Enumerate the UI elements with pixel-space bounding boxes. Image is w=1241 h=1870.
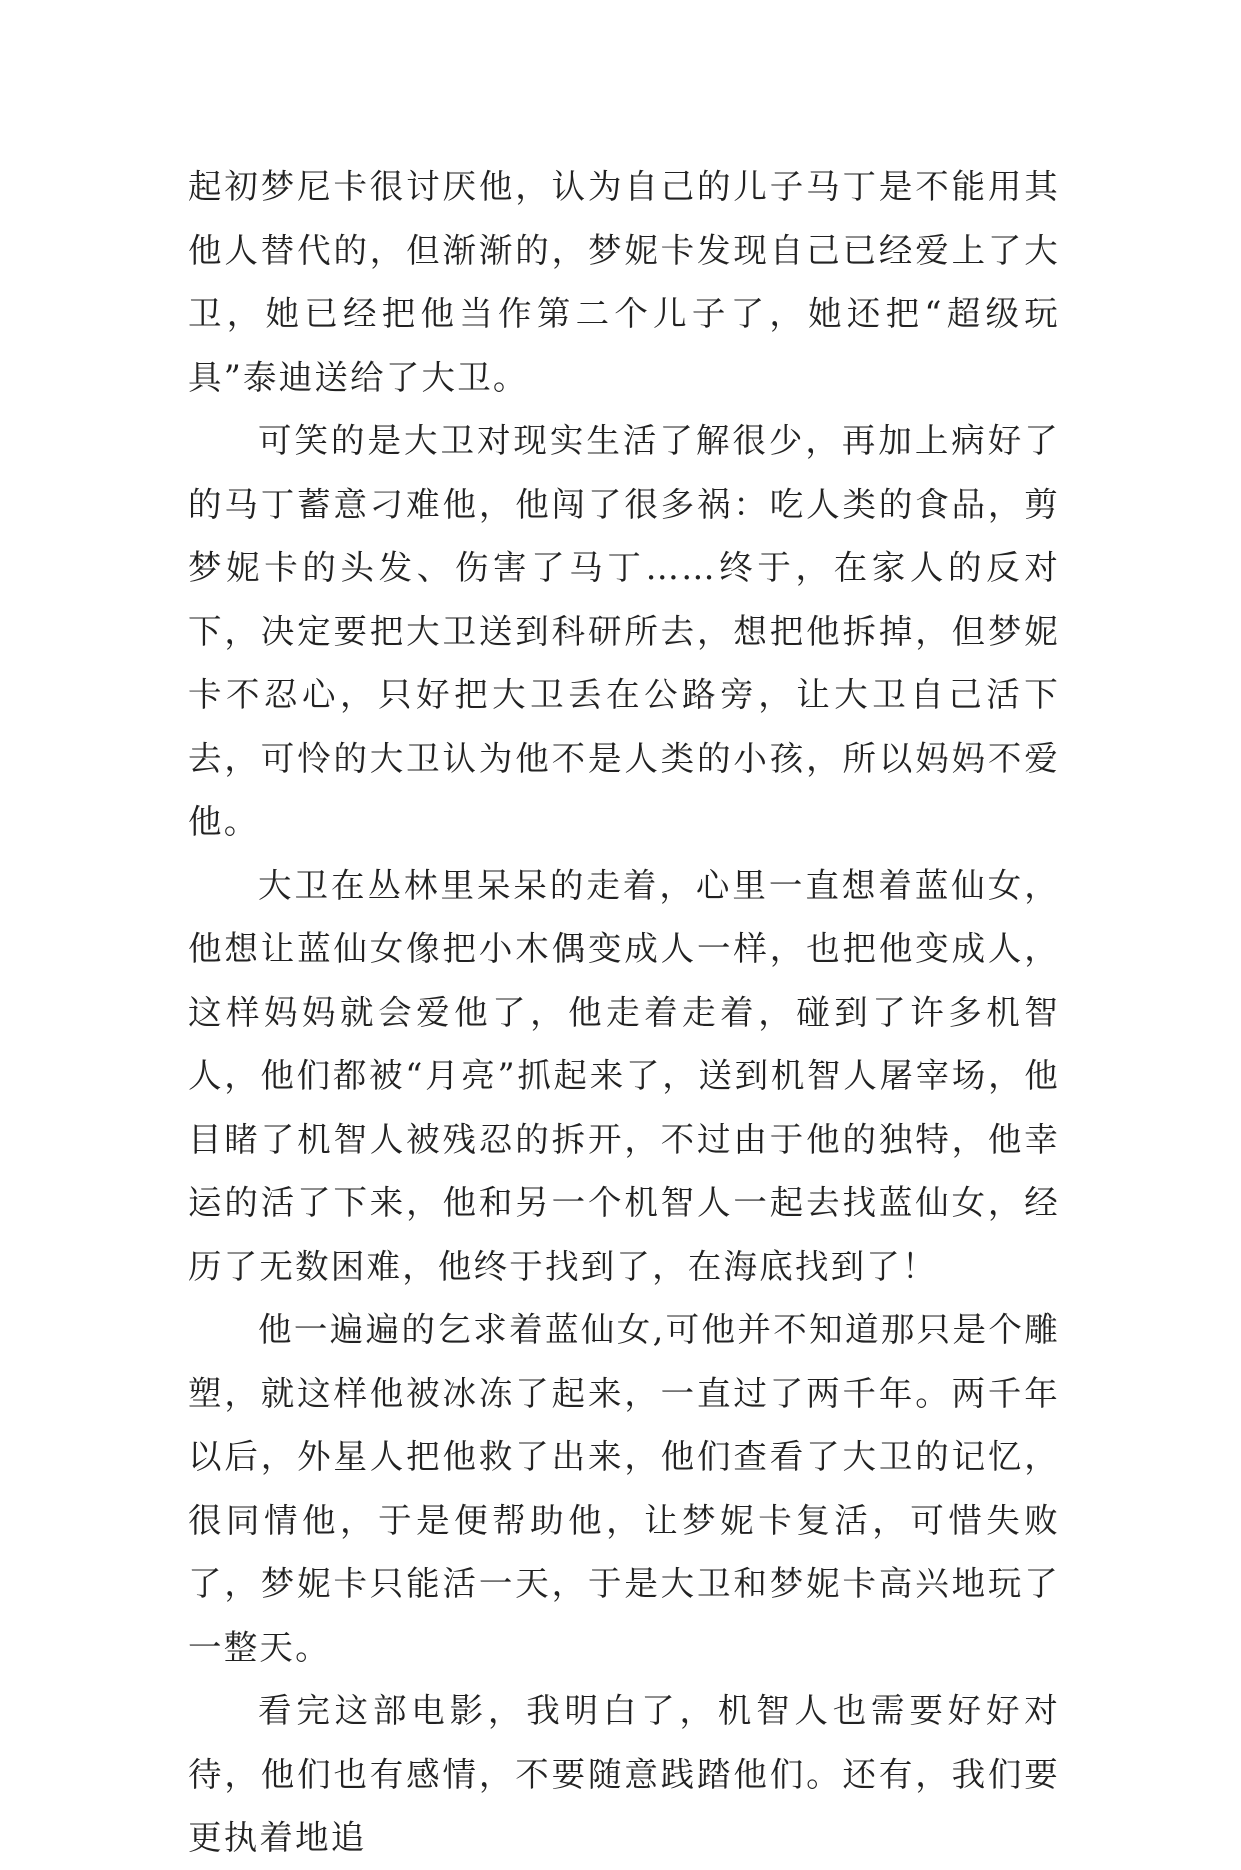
document-body xyxy=(188,155,1060,1870)
paragraph-1: 起初梦尼卡很讨厌他，认为自己的儿子马丁是不能用其他人替代的，但渐渐的，梦妮卡发现自己已经爱上了大卫，她已经把他当作第二个儿子了，她还把“超级玩具”泰迪送给了大卫。 xyxy=(188,167,1060,397)
paragraph-4: 他一遍遍的乞求着蓝仙女,可他并不知道那只是个雕塑，就这样他被冰冻了起来，一直过了两千年。两千年以后，外星人把他救了出来，他们查看了大卫的记忆，很同情他，于是便帮助他，让梦妮卡复活，可惜失败了，梦妮卡只能活一天，于是大卫和梦妮卡高兴地玩了一整天。 xyxy=(188,1310,1060,1667)
paragraph-3: 大卫在丛林里呆呆的走着，心里一直想着蓝仙女，他想让蓝仙女像把小木偶变成人一样，也把他变成人，这样妈妈就会爱他了，他走着走着，碰到了许多机智人，他们都被“月亮”抓起来了，送到机智人屠宰场，他目睹了机智人被残忍的拆开，不过由于他的独特，他幸运的活了下来，他和另一个机智人一起去找蓝仙女，经历了无数困难，他终于找到了，在海底找到了！ xyxy=(188,865,1060,1286)
paragraph-2: 可笑的是大卫对现实生活了解很少，再加上病好了的马丁蓄意刁难他，他闯了很多祸：吃人类的食品，剪梦妮卡的头发、伤害了马丁……终于，在家人的反对下，决定要把大卫送到科研所去，想把他拆掉，但梦妮卡不忍心，只好把大卫丢在公路旁，让大卫自己活下去，可怜的大卫认为他不是人类的小孩，所以妈妈不爱他。 xyxy=(188,421,1060,841)
paragraph-5: 看完这部电影，我明白了，机智人也需要好好对待，他们也有感情，不要随意践踏他们。还有，我们要更执着地追 xyxy=(188,1691,1060,1857)
